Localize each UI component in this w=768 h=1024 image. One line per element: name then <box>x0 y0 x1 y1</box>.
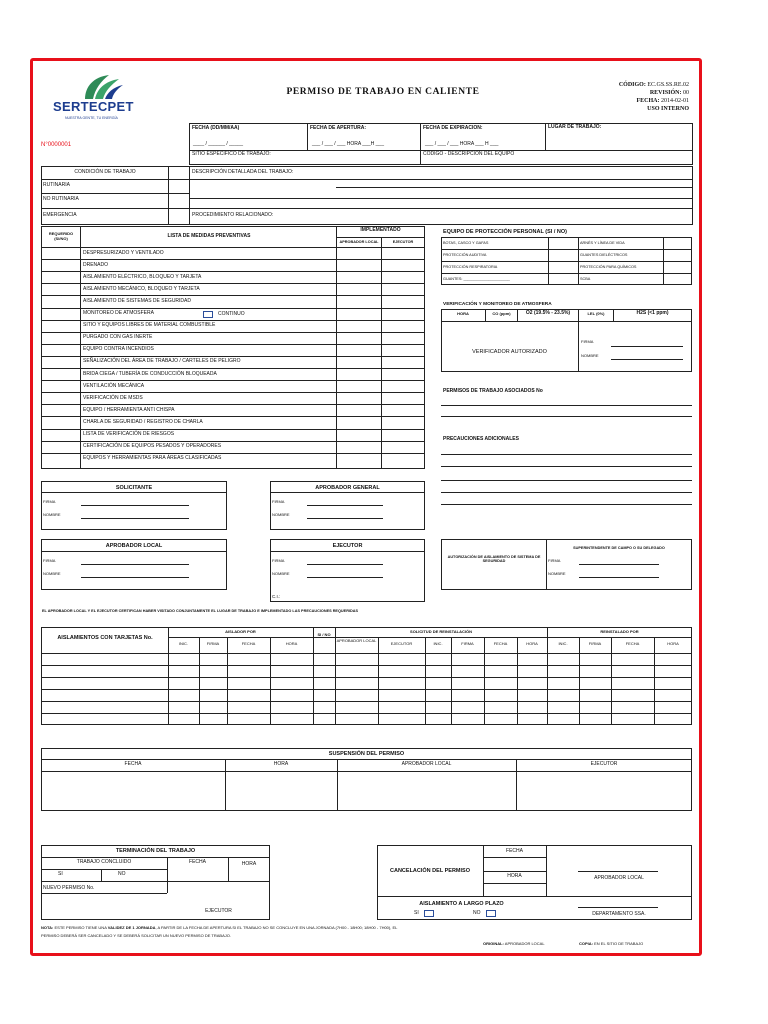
expiracion-field[interactable]: ___ / ___ / ___ HORA ___ H ___ <box>425 141 499 147</box>
departamento-ssa: DEPARTAMENTO SSA. <box>592 911 646 917</box>
verificador-label: VERIFICADOR AUTORIZADO <box>472 349 547 355</box>
continuo-checkbox[interactable] <box>203 311 213 318</box>
medida-aprobador-cell[interactable] <box>336 453 381 465</box>
document-control: CÓDIGO: EC.GS.SS.RE.02 REVISIÓN: 00 FECHA: 2014-02-01 USO INTERNO <box>618 82 689 113</box>
medida-aprobador-cell[interactable] <box>336 380 381 392</box>
grid-column-header: FECHA <box>625 641 640 646</box>
largo-plazo-si: SI <box>414 910 419 916</box>
medida-ejecutor-cell[interactable] <box>381 356 425 368</box>
medida-ejecutor-cell[interactable] <box>381 247 425 259</box>
ssa-firma-line[interactable] <box>578 907 658 908</box>
lista-header: LISTA DE MEDIDAS PREVENTIVAS <box>167 233 251 239</box>
medida-requerido-cell[interactable] <box>41 380 80 392</box>
nuevo-permiso-label: NUEVO PERMISO No. <box>43 885 95 891</box>
grid-divider <box>654 637 655 725</box>
atmos-h2s: H2S (<1 ppm) <box>636 310 669 316</box>
si-option[interactable]: SI <box>58 871 63 877</box>
medida-requerido-cell[interactable] <box>41 247 80 259</box>
emergencia-label[interactable]: EMERGENCIA <box>43 212 77 218</box>
continuo-label: CONTINUO <box>218 311 245 317</box>
medida-item: PURGADO CON GAS INERTE <box>83 334 153 341</box>
medida-requerido-cell[interactable] <box>41 344 80 356</box>
cancelacion-title: CANCELACIÓN DEL PERMISO <box>390 868 470 874</box>
medida-aprobador-cell[interactable] <box>336 271 381 283</box>
implementado-header: IMPLEMENTADO <box>360 227 401 233</box>
no-rutinaria-label[interactable]: NO RUTINARIA <box>43 196 79 202</box>
medida-item: DESPRESURIZADO Y VENTILADO <box>83 249 164 256</box>
medida-item: AISLAMIENTO DE SISTEMAS DE SEGURIDAD <box>83 297 191 304</box>
medida-requerido-cell[interactable] <box>41 271 80 283</box>
medida-ejecutor-cell[interactable] <box>381 392 425 404</box>
copia-note: COPIA: EN EL SITIO DE TRABAJO <box>579 941 644 946</box>
grid-divider <box>270 637 271 725</box>
suspension-fecha: FECHA <box>124 761 142 767</box>
grid-divider <box>517 637 518 725</box>
superintendente-firma-label: FIRMA <box>548 558 561 563</box>
aprobador-local-nombre-label: NOMBRE <box>43 571 61 576</box>
atmos-o2: O2 (19.5% - 23.5%) <box>525 310 571 316</box>
medida-aprobador-cell[interactable] <box>336 429 381 441</box>
medida-aprobador-cell[interactable] <box>336 283 381 295</box>
medida-requerido-cell[interactable] <box>41 429 80 441</box>
aprobador-local-header: APROBADOR LOCAL <box>105 543 163 549</box>
terminacion-fecha: FECHA <box>189 859 206 865</box>
ejecutor-ci-label: C.I.: <box>272 594 281 599</box>
medida-item: EQUIPO CONTRA INCENDIOS <box>83 346 154 353</box>
lugar-label: LUGAR DE TRABAJO: <box>548 124 602 130</box>
solicitante-nombre-line[interactable] <box>81 518 189 519</box>
medida-item: EQUIPOS Y HERRAMIENTAS PARA ÁREAS CLASIFICADAS <box>83 455 222 462</box>
fecha-field[interactable]: ____ / ______ / _____ <box>193 141 244 147</box>
medida-ejecutor-cell[interactable] <box>381 416 425 428</box>
medida-aprobador-cell[interactable] <box>336 392 381 404</box>
medida-requerido-cell[interactable] <box>41 368 80 380</box>
aprobador-local-firma-label: FIRMA <box>43 558 56 563</box>
requerido-header: REQUERIDO (SI/NO) <box>48 231 74 241</box>
medida-aprobador-cell[interactable] <box>336 320 381 332</box>
ejecutor-firma-line[interactable] <box>307 564 383 565</box>
nota-line-2: PERMISO DEBERÁ SER CANCELADO Y SE DEBERÁ SOLICITAR UN NUEVO PERMISO DE TRABAJO. <box>41 933 231 938</box>
superintendente-nombre-line[interactable] <box>579 577 659 578</box>
verificador-firma-label: FIRMA <box>581 339 594 344</box>
suspension-title: SUSPENSIÓN DEL PERMISO <box>328 751 405 757</box>
grid-divider <box>313 627 314 725</box>
atmos-hora: HORA <box>457 311 469 316</box>
medida-aprobador-cell[interactable] <box>336 295 381 307</box>
medida-ejecutor-cell[interactable] <box>381 380 425 392</box>
codigo-equipo-label: CÓDIGO - DESCRIPCIÓN DEL EQUIPO <box>423 151 515 157</box>
grid-column-header: EJECUTOR <box>390 641 413 646</box>
aprobador-general-firma-label: FIRMA <box>272 499 285 504</box>
largo-plazo-no: NO <box>473 910 481 916</box>
aislamientos-title: AISLAMIENTOS CON TARJETAS No. <box>57 635 153 641</box>
brand-tagline: NUESTRA GENTE, TU ENERGÍA <box>65 116 118 120</box>
solicitante-nombre-label: NOMBRE <box>43 512 61 517</box>
epp-item: ARNÉS Y LÍNEA DE VIDA <box>580 240 625 245</box>
solicitante-firma-label: FIRMA <box>43 499 56 504</box>
medida-ejecutor-cell[interactable] <box>381 441 425 453</box>
epp-item: PROTECCIÓN RESPIRATORIA <box>443 264 498 269</box>
medida-item: CHARLA DE SEGURIDAD / REGISTRO DE CHARLA <box>83 418 203 425</box>
medida-aprobador-cell[interactable] <box>336 404 381 416</box>
largo-plazo-no-checkbox[interactable] <box>486 910 496 917</box>
certifican-statement: EL APROBADOR LOCAL Y EL EJECUTOR CERTIFICAN HABER VISITADO CONJUNTAMENTE EL LUGAR DE TRABAJO E IMPLEMENTADO LAS PRECAUCIONES REQUERIDAS <box>42 609 359 613</box>
cancelacion-fecha: FECHA <box>506 848 523 854</box>
grid-column-header: HORA <box>667 641 679 646</box>
medida-requerido-cell[interactable] <box>41 259 80 271</box>
medida-ejecutor-cell[interactable] <box>381 259 425 271</box>
atmos-lel: LEL (0%) <box>587 311 605 316</box>
solicitud-header: SOLICITUD DE REINSTALACIÓN <box>410 629 472 634</box>
ejecutor-header: EJECUTOR <box>332 543 363 549</box>
grid-column-header: APROBADOR LOCAL <box>336 638 377 643</box>
medida-ejecutor-cell[interactable] <box>381 453 425 465</box>
suspension-hora: HORA <box>273 761 289 767</box>
epp-item: SCBA <box>580 276 591 281</box>
medida-item: AISLAMIENTO ELÉCTRICO, BLOQUEO Y TARJETA <box>83 273 202 280</box>
medida-requerido-cell[interactable] <box>41 392 80 404</box>
brand-name: SERTECPET <box>53 99 134 114</box>
terminacion-title: TERMINACIÓN DEL TRABAJO <box>115 848 196 854</box>
company-logo <box>43 69 153 125</box>
medida-aprobador-cell[interactable] <box>336 259 381 271</box>
grid-column-header: INIC. <box>433 641 443 646</box>
ejecutor-nombre-line[interactable] <box>307 577 383 578</box>
medida-requerido-cell[interactable] <box>41 332 80 344</box>
medida-item: BRIDA CIEGA / TUBERÍA DE CONDUCCIÓN BLOQUEADA <box>83 370 217 377</box>
atmosfera-header: VERIFICACIÓN Y MONITOREO DE ATMOSFERA <box>443 302 552 307</box>
grid-divider <box>378 637 379 725</box>
aprobador-general-nombre-label: NOMBRE <box>272 512 290 517</box>
grid-divider <box>451 637 452 725</box>
aprobador-general-firma-line[interactable] <box>307 505 383 506</box>
medida-item: LISTA DE VERIFICACIÓN DE RIESGOS <box>83 431 175 437</box>
permit-form <box>30 58 702 956</box>
medida-aprobador-cell[interactable] <box>336 247 381 259</box>
medida-ejecutor-cell[interactable] <box>381 344 425 356</box>
sitio-label: SITIO ESPECIFICO DE TRABAJO: <box>192 151 271 157</box>
grid-divider <box>579 637 580 725</box>
medida-requerido-cell[interactable] <box>41 453 80 465</box>
superintendente-firma-line[interactable] <box>579 564 659 565</box>
grid-divider <box>41 665 692 666</box>
medida-requerido-cell[interactable] <box>41 441 80 453</box>
medida-requerido-cell[interactable] <box>41 404 80 416</box>
epp-item: BOTAS, CASCO Y GAFAS <box>443 240 489 245</box>
grid-column-header: FIRMA <box>588 641 602 646</box>
solicitante-firma-line[interactable] <box>81 505 189 506</box>
atmos-co: CO (ppm) <box>492 311 511 316</box>
grid-column-header: INIC. <box>558 641 568 646</box>
grid-divider <box>484 637 485 725</box>
medida-item: EQUIPO / HERRAMIENTA ANTI CHISPA <box>83 406 175 413</box>
grid-column-header: FIRMA <box>206 641 220 646</box>
ejecutor-nombre-label: NOMBRE <box>272 571 290 576</box>
medida-item: MONITOREO DE ATMOSFERA <box>83 310 154 316</box>
suspension-aprobador: APROBADOR LOCAL <box>401 761 452 767</box>
epp-header: EQUIPO DE PROTECCIÓN PERSONAL (SI / NO) <box>443 229 567 235</box>
medida-item: AISLAMIENTO MECÁNICO, BLOQUEO Y TARJETA <box>83 285 200 292</box>
aprobador-local-firma-line[interactable] <box>81 564 189 565</box>
ejecutor-firma-label: FIRMA <box>272 558 285 563</box>
medida-ejecutor-cell[interactable] <box>381 332 425 344</box>
aislado-por-header: AISLADOR POR <box>225 629 256 634</box>
ejecutor-header: EJECUTOR <box>392 240 414 244</box>
medida-aprobador-cell[interactable] <box>336 368 381 380</box>
grid-divider <box>41 689 692 690</box>
apertura-field[interactable]: ___ / ___ / ___ HORA ___H ___ <box>312 141 384 147</box>
suspension-ejecutor: EJECUTOR <box>590 761 618 767</box>
grid-divider <box>41 677 692 678</box>
grid-divider <box>199 637 200 725</box>
medida-aprobador-cell[interactable] <box>336 344 381 356</box>
rutinaria-label[interactable]: RUTINARIA <box>43 182 70 188</box>
page-title: PERMISO DE TRABAJO EN CALIENTE <box>286 87 480 97</box>
grid-column-header: HORA <box>285 641 298 646</box>
expiracion-label: FECHA DE EXPIRACION: <box>423 125 483 131</box>
nota-line-1: NOTA: ESTE PERMISO TIENE UNA VALIDEZ DE 1 JORNADA, A PARTIR DE LA FECHA DE APERTURA SI EL TRABAJO NO SE CONCLUYE EN UNA JORNADA (7H00 - 18H00; 18H00 - 7H00), EL <box>41 925 398 930</box>
grid-divider <box>611 637 612 725</box>
condicion-header: CONDICIÓN DE TRABAJO <box>74 169 136 175</box>
medida-item: SEÑALIZACIÓN DEL ÁREA DE TRABAJO / CARTELES DE PELIGRO <box>83 358 241 365</box>
terminacion-hora: HORA <box>241 861 257 867</box>
medida-requerido-cell[interactable] <box>41 356 80 368</box>
verificador-nombre-line[interactable] <box>611 359 683 360</box>
grid-column-header: INIC. <box>178 641 189 646</box>
grid-divider <box>41 701 692 702</box>
verificador-nombre-label: NOMBRE <box>581 353 599 358</box>
medida-ejecutor-cell[interactable] <box>381 368 425 380</box>
medida-item: CERTIFICACIÓN DE EQUIPOS PESADOS Y OPERADORES <box>83 443 222 450</box>
apertura-label: FECHA DE APERTURA: <box>310 125 367 131</box>
grid-column-header: HORA <box>526 641 538 646</box>
autorizacion-label: AUTORIZACIÓN DE AISLAMIENTO DE SISTEMA DE SEGURIDAD <box>447 555 541 564</box>
largo-plazo-title: AISLAMIENTO A LARGO PLAZO <box>419 901 504 907</box>
si-no-header: SI / NO <box>317 632 331 637</box>
medida-item: VERIFICACIÓN DE MSDS <box>83 394 143 401</box>
grid-column-header: FECHA <box>241 641 256 646</box>
medida-ejecutor-cell[interactable] <box>381 308 425 320</box>
superintendente-header: SUPERINTENDENTE DE CAMPO O SU DELEGADO <box>573 546 665 550</box>
medida-ejecutor-cell[interactable] <box>381 404 425 416</box>
original-note: ORIGINAL: APROBADOR LOCAL <box>483 941 545 946</box>
medida-aprobador-cell[interactable] <box>336 416 381 428</box>
medida-ejecutor-cell[interactable] <box>381 283 425 295</box>
medida-ejecutor-cell[interactable] <box>381 320 425 332</box>
medida-aprobador-cell[interactable] <box>336 332 381 344</box>
verificador-firma-line[interactable] <box>611 346 683 347</box>
precauciones-label: PRECAUCIONES ADICIONALES <box>443 436 519 442</box>
medida-item: SITIO Y EQUIPOS LIBRES DE MATERIAL COMBUSTIBLE <box>83 322 216 329</box>
grid-column-header: FIRMA <box>461 641 474 646</box>
aprobador-local-header: APROBADOR LOCAL <box>339 240 379 244</box>
grid-divider <box>227 637 228 725</box>
epp-item: GUANTES DIELÉCTRICOS <box>580 252 628 257</box>
medida-item: VENTILACIÓN MECÁNICA <box>83 382 145 389</box>
medida-requerido-cell[interactable] <box>41 308 80 320</box>
largo-plazo-si-checkbox[interactable] <box>424 910 434 917</box>
medida-requerido-cell[interactable] <box>41 320 80 332</box>
epp-item: GUANTES: ______________________ <box>443 276 510 281</box>
terminacion-ejecutor: EJECUTOR <box>205 908 232 914</box>
atmosfera-table <box>441 309 692 372</box>
cancelacion-firma-line[interactable] <box>578 871 658 872</box>
epp-item: PROTECCIÓN AUDITIVA <box>443 252 487 257</box>
medida-ejecutor-cell[interactable] <box>381 429 425 441</box>
descripcion-label: DESCRIPCIÓN DETALLADA DEL TRABAJO: <box>192 169 294 175</box>
solicitante-header: SOLICITANTE <box>115 485 153 491</box>
grid-divider <box>41 713 692 714</box>
epp-item: PROTECCIÓN PARA QUÍMICOS <box>580 264 637 269</box>
medida-requerido-cell[interactable] <box>41 283 80 295</box>
medida-ejecutor-cell[interactable] <box>381 271 425 283</box>
medida-requerido-cell[interactable] <box>41 416 80 428</box>
procedimiento-label: PROCEDIMIENTO RELACIONADO: <box>192 212 274 218</box>
medida-aprobador-cell[interactable] <box>336 356 381 368</box>
aprobador-general-nombre-line[interactable] <box>307 518 383 519</box>
medida-aprobador-cell[interactable] <box>336 308 381 320</box>
cancelacion-aprobador: APROBADOR LOCAL <box>594 875 644 881</box>
grid-divider <box>425 637 426 725</box>
asociados-label: PERMISOS DE TRABAJO ASOCIADOS No <box>443 388 543 394</box>
medida-aprobador-cell[interactable] <box>336 441 381 453</box>
suspension-table <box>41 748 692 811</box>
grid-column-header: FECHA <box>493 641 508 646</box>
medida-requerido-cell[interactable] <box>41 295 80 307</box>
concluido-label: TRABAJO CONCLUIDO <box>76 859 132 865</box>
superintendente-nombre-label: NOMBRE <box>548 571 566 576</box>
reinstalado-header: REINSTALADO POR <box>600 629 639 634</box>
medida-ejecutor-cell[interactable] <box>381 295 425 307</box>
aprobador-local-nombre-line[interactable] <box>81 577 189 578</box>
permit-number: N°0000001 <box>41 142 72 148</box>
no-option[interactable]: NO <box>118 871 126 877</box>
aprobador-general-header: APROBADOR GENERAL <box>315 485 380 491</box>
fecha-label: FECHA (DD/MM/AA) <box>192 125 240 131</box>
cancelacion-hora: HORA <box>507 873 522 879</box>
medida-item: DRENADO <box>83 261 109 268</box>
